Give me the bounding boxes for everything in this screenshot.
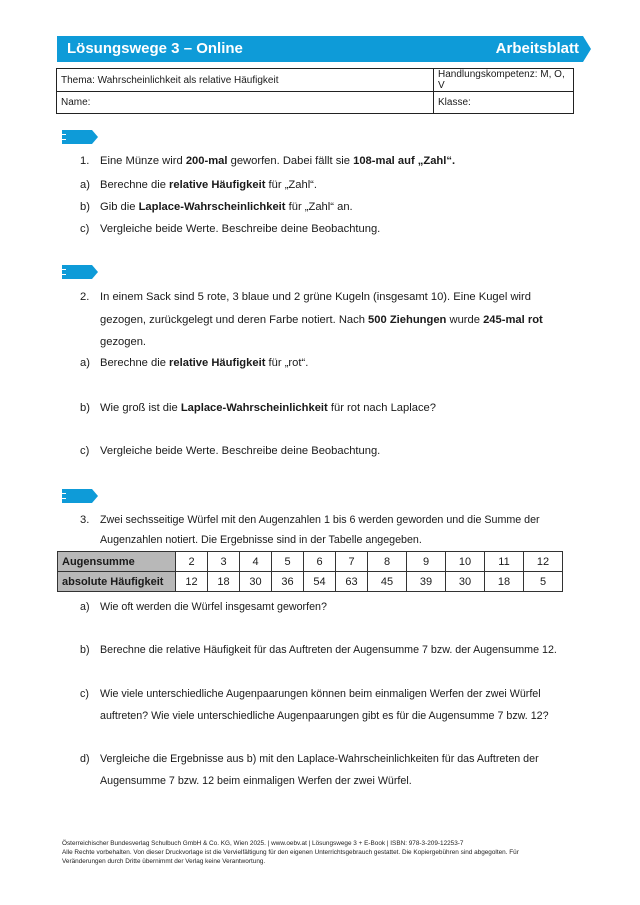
sheet-type: Arbeitsblatt — [495, 40, 579, 57]
table-row — [58, 572, 563, 592]
task3c-text-line2: auftreten? Wie viele unterschiedliche Augenpaarungen gibt es für die Augensumme 7 bzw. 12? — [100, 710, 549, 722]
sum-cell: 7 — [336, 552, 368, 572]
header-table — [56, 68, 574, 114]
competence-cell: Handlungskompetenz: M, O, V — [434, 69, 574, 92]
frequency-cell: 12 — [176, 572, 208, 592]
sum-cell: 6 — [304, 552, 336, 572]
task2c-text: Vergleiche beide Werte. Beschreibe deine Beobachtung. — [100, 445, 381, 457]
dice-sum-table — [57, 551, 563, 592]
task-marker-icon — [62, 489, 98, 503]
task2-line2: gezogen, zurückgelegt und deren Farbe notiert. Nach 500 Ziehungen wurde 245-mal rot — [100, 314, 543, 326]
footer-publisher: Österreichischer Bundesverlag Schulbuch GmbH & Co. KG, Wien 2025. | www.oebv.at | Lösungswege 3 + E-Book | ISBN: 978-3-209-12253-7 — [62, 840, 464, 847]
task3b-text: Berechne die relative Häufigkeit für das Auftreten der Augensumme 7 bzw. der Augensumme 12. — [100, 644, 557, 656]
task3a-label: a) — [80, 601, 90, 613]
task3-number: 3. — [80, 514, 90, 526]
task2-line1: In einem Sack sind 5 rote, 3 blaue und 2 grüne Kugeln (insgesamt 10). Eine Kugel wird — [100, 291, 531, 303]
frequency-cell: 30 — [446, 572, 485, 592]
task-marker-icon — [62, 265, 98, 279]
class-field[interactable]: Klasse: — [434, 92, 574, 114]
frequency-cell: 36 — [272, 572, 304, 592]
footer — [62, 839, 519, 866]
task2a-label: a) — [80, 357, 90, 369]
task2-line3: gezogen. — [100, 336, 147, 348]
sum-cell: 3 — [208, 552, 240, 572]
task1b-text: Gib die Laplace-Wahrscheinlichkeit für „Zahl“ an. — [100, 201, 353, 213]
task1a-text: Berechne die relative Häufigkeit für „Zahl“. — [100, 179, 318, 191]
task1-number: 1. — [80, 155, 90, 167]
frequency-cell: 45 — [368, 572, 407, 592]
sum-cell: 10 — [446, 552, 485, 572]
row-label-sum: Augensumme — [58, 552, 176, 572]
task2-number: 2. — [80, 291, 90, 303]
sum-cell: 8 — [368, 552, 407, 572]
frequency-cell: 54 — [304, 572, 336, 592]
footer-disclaimer: Veränderungen durch Dritte übernimmt der Verlag keine Verantwortung. — [62, 858, 266, 865]
header-banner — [57, 36, 583, 62]
frequency-cell: 5 — [524, 572, 563, 592]
footer-rights: Alle Rechte vorbehalten. Von dieser Druckvorlage ist die Vervielfältigung für den eigenen Unterrichtsgebrauch gestattet. Die Kopiergebühren sind abgegolten. Für — [62, 849, 519, 856]
sum-cell: 12 — [524, 552, 563, 572]
task3-line2: Augenzahlen notiert. Die Ergebnisse sind in der Tabelle angegeben. — [100, 534, 422, 546]
sum-cell: 4 — [240, 552, 272, 572]
task3a-text: Wie oft werden die Würfel insgesamt geworfen? — [100, 601, 327, 613]
task2a-text: Berechne die relative Häufigkeit für „rot“. — [100, 357, 309, 369]
name-field[interactable]: Name: — [57, 92, 434, 114]
sum-cell: 9 — [407, 552, 446, 572]
task3c-text-line1: Wie viele unterschiedliche Augenpaarungen können beim einmaligen Werfen der zwei Würfel — [100, 688, 541, 700]
task3c-label: c) — [80, 688, 89, 700]
task1c-label: c) — [80, 223, 90, 235]
table-row — [58, 552, 563, 572]
row-label-frequency: absolute Häufigkeit — [58, 572, 176, 592]
task3d-label: d) — [80, 753, 90, 765]
task1c-text: Vergleiche beide Werte. Beschreibe deine Beobachtung. — [100, 223, 381, 235]
task1b-label: b) — [80, 201, 90, 213]
frequency-cell: 63 — [336, 572, 368, 592]
sum-cell: 5 — [272, 552, 304, 572]
frequency-cell: 30 — [240, 572, 272, 592]
task2b-text: Wie groß ist die Laplace-Wahrscheinlichkeit für rot nach Laplace? — [100, 402, 436, 414]
task2c-label: c) — [80, 445, 90, 457]
frequency-cell: 39 — [407, 572, 446, 592]
task2b-label: b) — [80, 402, 90, 414]
task1-intro: Eine Münze wird 200-mal geworfen. Dabei fällt sie 108-mal auf „Zahl“. — [100, 155, 456, 167]
task3-line1: Zwei sechsseitige Würfel mit den Augenzahlen 1 bis 6 werden geworden und die Summe der — [100, 514, 540, 526]
task1a-label: a) — [80, 179, 90, 191]
topic-cell: Thema: Wahrscheinlichkeit als relative Häufigkeit — [57, 69, 434, 92]
task-marker-icon — [62, 130, 98, 144]
frequency-cell: 18 — [208, 572, 240, 592]
book-title: Lösungswege 3 – Online — [67, 40, 243, 57]
task3b-label: b) — [80, 644, 90, 656]
frequency-cell: 18 — [485, 572, 524, 592]
task3d-text-line1: Vergleiche die Ergebnisse aus b) mit den Laplace-Wahrscheinlichkeiten für das Auftreten der — [100, 753, 539, 765]
sum-cell: 11 — [485, 552, 524, 572]
sum-cell: 2 — [176, 552, 208, 572]
task3d-text-line2: Augensumme 7 bzw. 12 beim einmaligen Werfen der zwei Würfel. — [100, 775, 412, 787]
